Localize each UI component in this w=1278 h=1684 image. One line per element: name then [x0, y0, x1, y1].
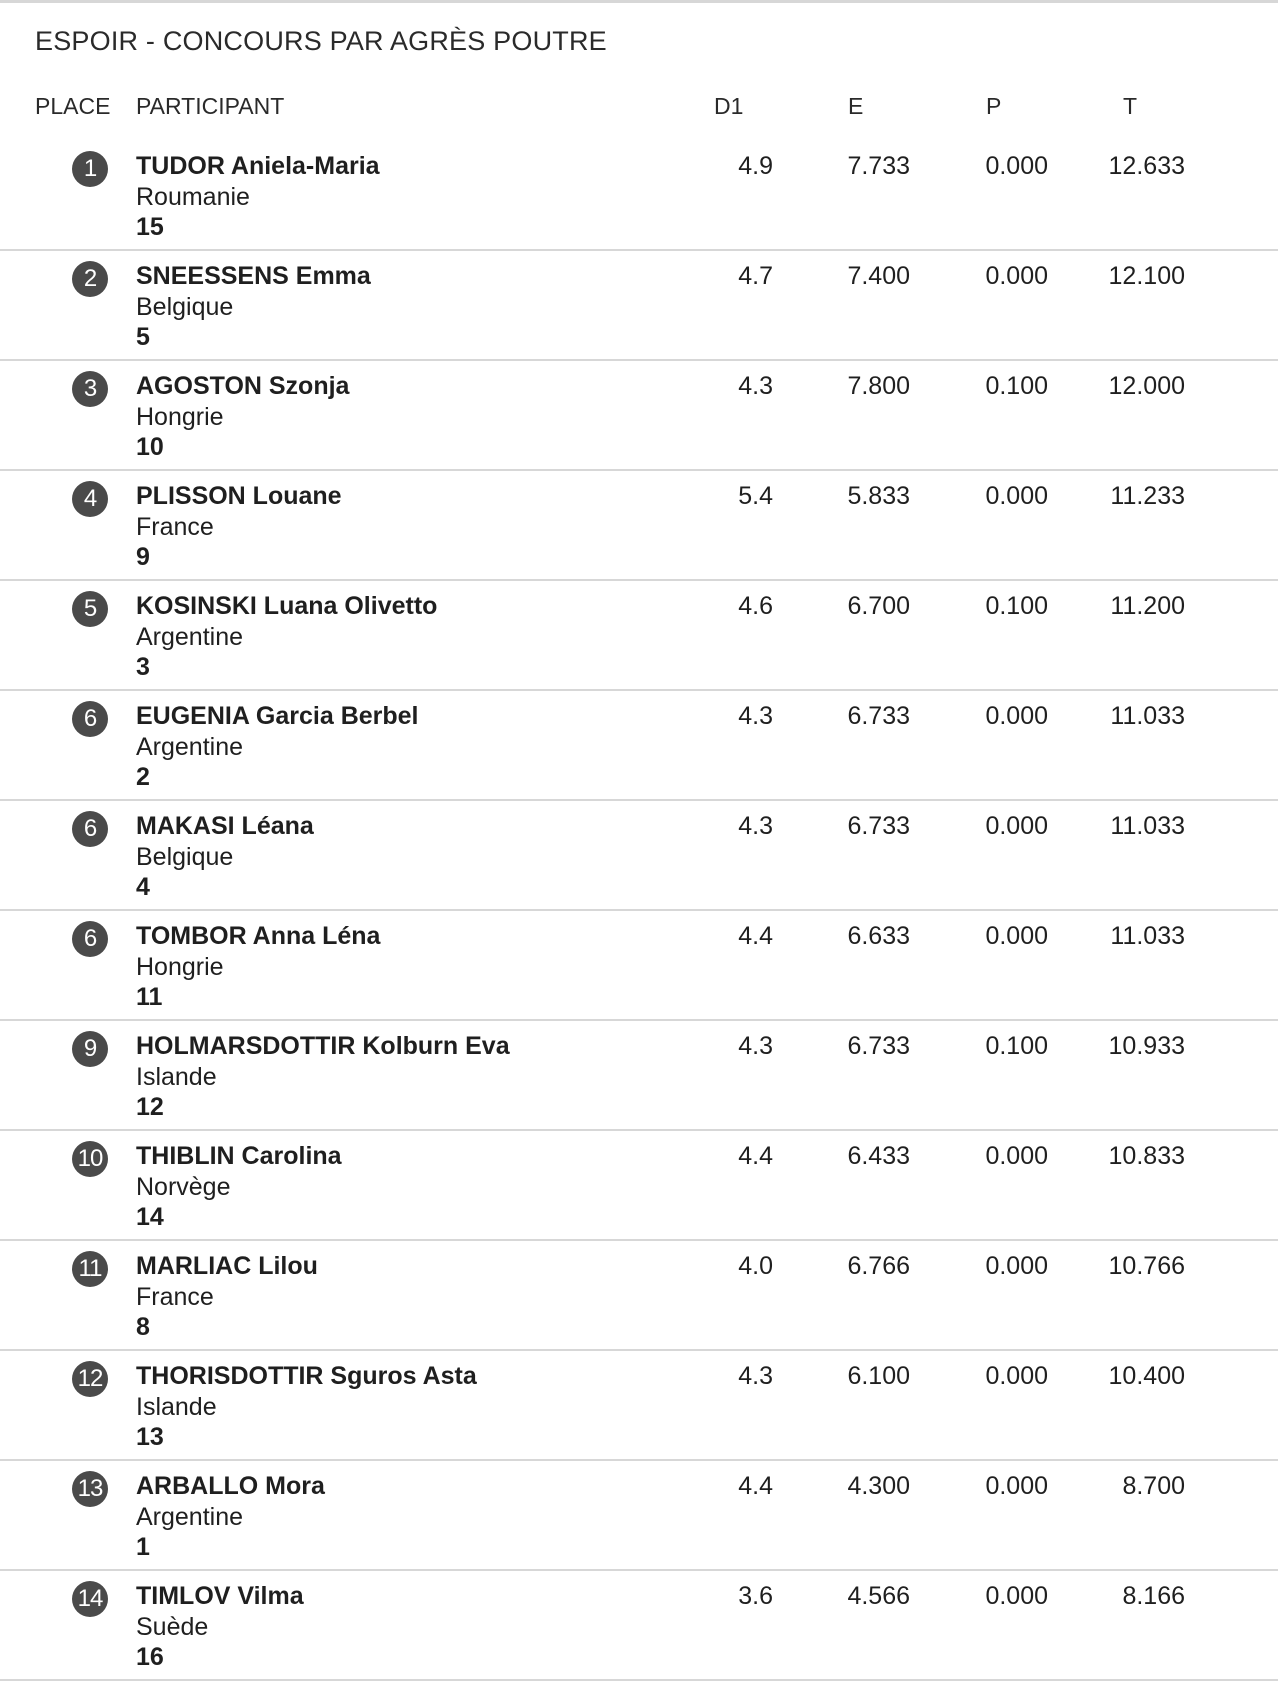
score-d1: 4.9 — [738, 152, 773, 180]
score-p: 0.000 — [985, 922, 1048, 950]
score-p: 0.100 — [985, 1032, 1048, 1060]
score-e: 6.433 — [847, 1142, 910, 1170]
participant-country: Argentine — [136, 733, 244, 761]
rank-badge: 3 — [72, 371, 108, 407]
table-row[interactable] — [0, 1021, 1278, 1131]
participant-bib: 11 — [136, 983, 163, 1011]
participant-country: Hongrie — [136, 953, 224, 981]
participant-country: Islande — [136, 1063, 217, 1091]
score-d1: 4.3 — [738, 702, 773, 730]
page-title: ESPOIR - CONCOURS PAR AGRÈS POUTRE — [35, 26, 607, 56]
score-total: 11.033 — [1110, 812, 1185, 840]
column-header-t: T — [1123, 93, 1138, 119]
participant-bib: 10 — [136, 433, 164, 461]
table-row[interactable] — [0, 1571, 1278, 1681]
participant-country: Belgique — [136, 843, 234, 871]
score-d1: 4.4 — [738, 1142, 773, 1170]
score-e: 6.766 — [847, 1252, 910, 1280]
rank-badge: 6 — [72, 921, 108, 957]
score-d1: 4.4 — [738, 1472, 773, 1500]
score-p: 0.000 — [985, 1362, 1048, 1390]
score-total: 11.033 — [1110, 922, 1185, 950]
score-d1: 4.3 — [738, 1032, 773, 1060]
table-row[interactable] — [0, 581, 1278, 691]
column-header-e: E — [848, 93, 864, 119]
participant-name: ARBALLO Mora — [136, 1472, 325, 1500]
score-total: 12.000 — [1108, 372, 1185, 400]
column-header-p: P — [986, 93, 1002, 119]
score-e: 5.833 — [847, 482, 910, 510]
score-e: 7.733 — [847, 152, 910, 180]
score-total: 10.833 — [1108, 1142, 1185, 1170]
score-total: 12.633 — [1108, 152, 1185, 180]
score-e: 6.100 — [847, 1362, 910, 1390]
rank-badge: 4 — [72, 481, 108, 517]
score-total: 12.100 — [1108, 262, 1185, 290]
score-e: 6.733 — [847, 812, 910, 840]
table-row[interactable] — [0, 251, 1278, 361]
score-p: 0.100 — [985, 372, 1048, 400]
participant-name: SNEESSENS Emma — [136, 262, 371, 290]
score-d1: 4.4 — [738, 922, 773, 950]
score-d1: 4.6 — [738, 592, 773, 620]
score-d1: 5.4 — [738, 482, 773, 510]
score-e: 4.300 — [847, 1472, 910, 1500]
rank-badge: 10 — [72, 1141, 108, 1177]
score-e: 6.733 — [847, 1032, 910, 1060]
table-row[interactable] — [0, 361, 1278, 471]
table-row[interactable] — [0, 691, 1278, 801]
score-p: 0.000 — [985, 482, 1048, 510]
table-row[interactable] — [0, 1241, 1278, 1351]
score-p: 0.000 — [985, 1472, 1048, 1500]
rank-badge: 9 — [72, 1031, 108, 1067]
score-e: 6.733 — [847, 702, 910, 730]
table-row[interactable] — [0, 1131, 1278, 1241]
participant-name: MARLIAC Lilou — [136, 1252, 318, 1280]
results-table — [0, 141, 1278, 1681]
score-p: 0.000 — [985, 812, 1048, 840]
rank-badge: 13 — [72, 1471, 108, 1507]
participant-bib: 9 — [136, 543, 150, 571]
participant-country: Roumanie — [136, 183, 250, 211]
participant-country: Argentine — [136, 1503, 244, 1531]
participant-bib: 15 — [136, 213, 164, 241]
score-e: 6.700 — [847, 592, 910, 620]
score-total: 8.700 — [1122, 1472, 1185, 1500]
participant-name: TIMLOV Vilma — [136, 1582, 304, 1610]
score-d1: 4.3 — [738, 1362, 773, 1390]
participant-name: THORISDOTTIR Sguros Asta — [136, 1362, 477, 1390]
participant-bib: 2 — [136, 763, 150, 791]
score-total: 10.933 — [1108, 1032, 1185, 1060]
score-p: 0.100 — [985, 592, 1048, 620]
column-header-participant: PARTICIPANT — [136, 93, 285, 119]
score-d1: 4.0 — [738, 1252, 773, 1280]
participant-bib: 13 — [136, 1423, 164, 1451]
score-e: 6.633 — [847, 922, 910, 950]
table-row[interactable] — [0, 141, 1278, 251]
table-row[interactable] — [0, 1461, 1278, 1571]
participant-name: AGOSTON Szonja — [136, 372, 350, 400]
participant-country: Hongrie — [136, 403, 224, 431]
score-e: 7.800 — [847, 372, 910, 400]
participant-country: France — [136, 513, 214, 541]
score-p: 0.000 — [985, 702, 1048, 730]
rank-badge: 11 — [72, 1251, 108, 1287]
score-d1: 4.3 — [738, 372, 773, 400]
participant-country: Suède — [136, 1613, 209, 1641]
rank-badge: 1 — [72, 151, 108, 187]
rank-badge: 2 — [72, 261, 108, 297]
participant-bib: 12 — [136, 1093, 164, 1121]
rank-badge: 14 — [72, 1581, 108, 1617]
column-header-d1: D1 — [714, 93, 744, 119]
score-e: 7.400 — [847, 262, 910, 290]
participant-bib: 3 — [136, 653, 150, 681]
participant-name: TUDOR Aniela-Maria — [136, 152, 380, 180]
table-row[interactable] — [0, 1351, 1278, 1461]
table-row[interactable] — [0, 801, 1278, 911]
participant-country: Belgique — [136, 293, 234, 321]
column-header-place: PLACE — [35, 93, 111, 119]
rank-badge: 12 — [72, 1361, 108, 1397]
participant-bib: 1 — [136, 1533, 150, 1561]
participant-country: Islande — [136, 1393, 217, 1421]
score-total: 10.766 — [1108, 1252, 1185, 1280]
participant-country: Argentine — [136, 623, 244, 651]
participant-name: HOLMARSDOTTIR Kolburn Eva — [136, 1032, 510, 1060]
score-total: 8.166 — [1122, 1582, 1185, 1610]
table-row[interactable] — [0, 911, 1278, 1021]
score-p: 0.000 — [985, 262, 1048, 290]
score-total: 11.033 — [1110, 702, 1185, 730]
participant-name: KOSINSKI Luana Olivetto — [136, 592, 438, 620]
score-p: 0.000 — [985, 152, 1048, 180]
top-divider — [0, 0, 1278, 3]
table-header — [0, 93, 1278, 123]
participant-bib: 8 — [136, 1313, 150, 1341]
rank-badge: 5 — [72, 591, 108, 627]
score-p: 0.000 — [985, 1252, 1048, 1280]
participant-name: PLISSON Louane — [136, 482, 342, 510]
participant-bib: 14 — [136, 1203, 164, 1231]
participant-name: TOMBOR Anna Léna — [136, 922, 381, 950]
score-total: 10.400 — [1108, 1362, 1185, 1390]
score-d1: 3.6 — [738, 1582, 773, 1610]
score-total: 11.200 — [1110, 592, 1185, 620]
participant-country: France — [136, 1283, 214, 1311]
rank-badge: 6 — [72, 811, 108, 847]
score-d1: 4.7 — [738, 262, 773, 290]
score-total: 11.233 — [1110, 482, 1185, 510]
score-p: 0.000 — [985, 1142, 1048, 1170]
participant-name: MAKASI Léana — [136, 812, 314, 840]
score-d1: 4.3 — [738, 812, 773, 840]
score-e: 4.566 — [847, 1582, 910, 1610]
participant-name: THIBLIN Carolina — [136, 1142, 342, 1170]
participant-name: EUGENIA Garcia Berbel — [136, 702, 419, 730]
participant-bib: 5 — [136, 323, 150, 351]
score-p: 0.000 — [985, 1582, 1048, 1610]
table-row[interactable] — [0, 471, 1278, 581]
rank-badge: 6 — [72, 701, 108, 737]
participant-country: Norvège — [136, 1173, 231, 1201]
participant-bib: 4 — [136, 873, 150, 901]
participant-bib: 16 — [136, 1643, 164, 1671]
